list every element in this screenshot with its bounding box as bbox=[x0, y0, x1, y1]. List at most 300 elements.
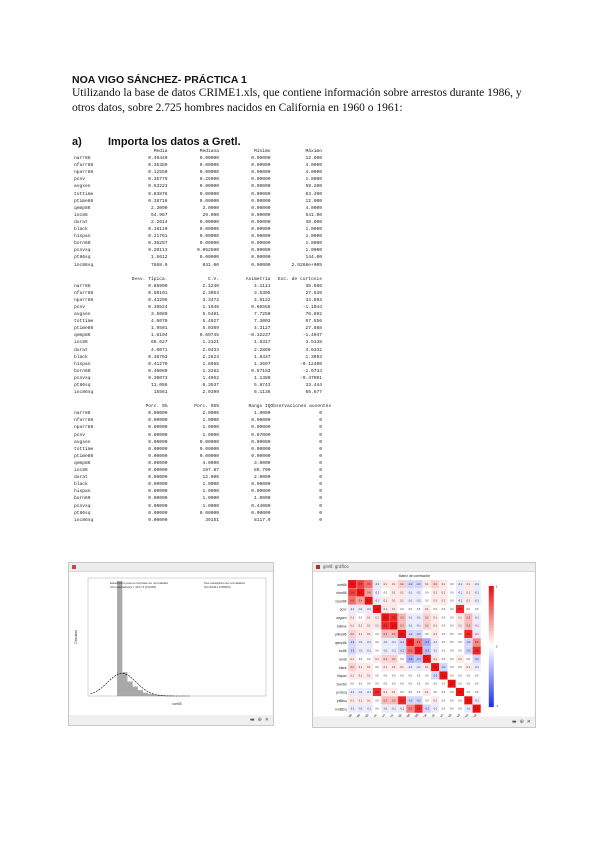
stats-variable-name: nfarr86 bbox=[74, 290, 94, 296]
stats-value: 7668.9 bbox=[150, 262, 168, 268]
stats-value: 0.36257 bbox=[148, 241, 168, 247]
stats-value: 2.2614 bbox=[150, 219, 168, 225]
stats-row bbox=[74, 176, 322, 183]
stats-variable-name: inc86 bbox=[74, 468, 88, 474]
colorbar-step bbox=[489, 646, 494, 649]
stats-variable-name: nfarr86 bbox=[74, 163, 94, 169]
stats-variable-name: pcnv bbox=[74, 304, 86, 310]
stats-value: 1.0000 bbox=[253, 411, 271, 417]
stats-value: 2.0399 bbox=[202, 390, 219, 396]
stats-column-header: Porc. 5% bbox=[145, 404, 168, 410]
heatmap-cell-value: -0.1 bbox=[366, 608, 371, 612]
stats-row bbox=[74, 375, 322, 382]
stats-value: 35.666 bbox=[305, 283, 322, 289]
stats-row bbox=[74, 169, 322, 176]
stats-row bbox=[74, 368, 322, 375]
stats-value: 1.6317 bbox=[253, 340, 271, 346]
stats-variable-name: inc86 bbox=[74, 340, 88, 346]
heatmap-cell-value: 0.0 bbox=[441, 691, 446, 695]
stats-row bbox=[74, 439, 322, 446]
stats-value: 0.00000 bbox=[148, 496, 168, 502]
stats-value: 0.48080 bbox=[148, 368, 168, 374]
heatmap-cell-value: -0.2 bbox=[350, 649, 355, 653]
stats-value: 0.00000 bbox=[148, 489, 168, 495]
heatmap-cell-value: -0.1 bbox=[474, 666, 479, 670]
legend-entry: Test estadístico de normalidad bbox=[204, 581, 245, 585]
colorbar-step bbox=[489, 686, 494, 689]
heatmap-cell-value: 0.0 bbox=[450, 699, 454, 703]
heatmap-cell-value: -0.1 bbox=[358, 691, 363, 695]
heatmap-cell-value: 0.1 bbox=[391, 583, 396, 587]
heatmap-cell-value: -0.1 bbox=[408, 616, 413, 620]
stats-value: 0.00000 bbox=[251, 439, 271, 445]
stats-value: 67.556 bbox=[305, 319, 322, 325]
stats-value: 39151 bbox=[205, 517, 219, 523]
stats-row bbox=[74, 240, 322, 247]
colorbar-step bbox=[489, 674, 494, 677]
stats-variable-name: black bbox=[74, 354, 88, 360]
stats-variable-name: ptime86 bbox=[74, 453, 94, 459]
heatmap-cell-value: -0.1 bbox=[416, 591, 421, 595]
stats-row bbox=[74, 219, 322, 226]
stats-row bbox=[74, 382, 322, 389]
stats-row bbox=[74, 233, 322, 240]
heatmap-cell-value: 1.0 bbox=[391, 624, 396, 628]
stats-value: 3.0000 bbox=[202, 205, 219, 211]
stats-value: 0.00000 bbox=[199, 184, 219, 190]
stats-value: 0.00000 bbox=[148, 517, 168, 523]
stats-value: 1.0000 bbox=[305, 248, 322, 254]
heatmap-cell-value: -0.2 bbox=[399, 641, 405, 645]
heatmap-cell-value: -0.1 bbox=[383, 707, 388, 711]
colorbar-step bbox=[489, 658, 494, 661]
stats-variable-name: hispan bbox=[74, 361, 91, 367]
stats-variable-name: pcnv bbox=[74, 432, 86, 438]
heatmap-title: Matriz de correlación bbox=[398, 574, 431, 578]
stats-column-header: Asimetría bbox=[245, 276, 271, 282]
stats-value: 0.062500 bbox=[196, 248, 219, 254]
stats-row bbox=[74, 162, 322, 169]
stats-value: 0.83878 bbox=[148, 191, 168, 197]
stats-value: -1.4947 bbox=[302, 333, 322, 339]
heatmap-cell-value: 0.0 bbox=[450, 608, 454, 612]
heatmap-row-label: pcnv bbox=[339, 607, 347, 612]
colorbar-step bbox=[489, 640, 494, 643]
heatmap-cell-value: 0.2 bbox=[433, 583, 437, 587]
heatmap-cell-value: 0.0 bbox=[441, 682, 446, 686]
heatmap-cell-value: -0.2 bbox=[408, 632, 413, 636]
stats-value: 34.693 bbox=[305, 297, 322, 303]
stats-value: 1.8965 bbox=[202, 361, 219, 367]
heatmap-cell-value: 0.0 bbox=[367, 682, 371, 686]
heatmap-cell-value: 0.1 bbox=[466, 666, 471, 670]
stats-variable-name: tottime bbox=[74, 446, 94, 452]
heatmap-cell-value: 0.0 bbox=[425, 699, 429, 703]
heatmap-cell-value: 1.0 bbox=[458, 691, 462, 695]
stats-value: 3.3472 bbox=[202, 297, 219, 303]
heatmap-cell-value: 1.0 bbox=[358, 591, 363, 595]
close-icon[interactable]: ✕ bbox=[526, 719, 531, 725]
heatmap-row-label: ptime86 bbox=[335, 632, 347, 637]
heatmap-cell-value: 0.0 bbox=[441, 616, 446, 620]
stats-value: 2.3090 bbox=[150, 205, 168, 211]
stats-value: 0.00000 bbox=[199, 234, 219, 240]
heatmap-cell-value: 0.0 bbox=[408, 608, 412, 612]
stats-value: 0.85900 bbox=[148, 283, 168, 289]
heatmap-cell-value: 0.0 bbox=[375, 674, 379, 678]
heatmap-cell-value: 0.6 bbox=[408, 649, 412, 653]
stats-value: 1.0000 bbox=[202, 425, 219, 431]
close-icon[interactable]: ✕ bbox=[264, 717, 269, 723]
legend-entry: Chi-cuadrado(2) = 4417.6 [0.0000] bbox=[110, 585, 156, 589]
colorbar-step bbox=[489, 595, 494, 598]
colorbar-step bbox=[489, 637, 494, 640]
stats-value: 7.3003 bbox=[253, 319, 271, 325]
stats-row bbox=[74, 347, 322, 354]
stats-value: 1.0000 bbox=[305, 177, 322, 183]
colorbar-step bbox=[489, 704, 494, 707]
stats-value: 144.00 bbox=[305, 255, 322, 261]
heatmap-cell-value: 0.1 bbox=[375, 616, 379, 620]
heatmap-cell-value: 0.0 bbox=[450, 624, 454, 628]
stats-value: 0.41270 bbox=[148, 361, 168, 367]
stats-value: 0.00000 bbox=[251, 163, 271, 169]
colorbar-step bbox=[489, 649, 494, 652]
stats-value: 6.3537 bbox=[202, 383, 219, 388]
stats-row bbox=[74, 510, 322, 517]
heatmap-cell-value: 0.3 bbox=[400, 624, 404, 628]
colorbar-step bbox=[489, 698, 494, 701]
heatmap-cell-value: 0.0 bbox=[350, 682, 354, 686]
heatmap-cell-value: 0.1 bbox=[433, 699, 437, 703]
heatmap-cell-value: 0.1 bbox=[367, 674, 371, 678]
stats-value: 0.00000 bbox=[251, 248, 271, 254]
stats-row bbox=[74, 446, 322, 453]
heatmap-cell-value: -0.1 bbox=[350, 707, 355, 711]
stats-variable-name: pcnvsq bbox=[74, 375, 91, 381]
stats-header-blank bbox=[74, 148, 116, 155]
stats-value: 3.5080 bbox=[150, 312, 168, 318]
heatmap-cell-value: 0.0 bbox=[367, 657, 371, 661]
stats-value: 0.35779 bbox=[148, 177, 168, 183]
heatmap-cell-value: 0.1 bbox=[383, 608, 388, 612]
heatmap-cell-value: 0.0 bbox=[400, 682, 404, 686]
heatmap-cell-value: 0.1 bbox=[458, 616, 462, 620]
heatmap-cell-value: 0.1 bbox=[433, 599, 437, 603]
stats-value: 0 bbox=[319, 489, 322, 495]
stats-value: 0.67000 bbox=[251, 432, 271, 438]
menu-icon[interactable]: ▬ bbox=[249, 717, 255, 723]
heatmap-cell-value: 1.0 bbox=[367, 599, 371, 603]
heatmap-cell-value: 0.3 bbox=[391, 699, 396, 703]
colorbar-step bbox=[489, 622, 494, 625]
heatmap-cell-value: 0.9 bbox=[375, 691, 379, 695]
stats-row bbox=[74, 424, 322, 431]
colorbar-tick: 1 bbox=[495, 584, 498, 589]
heatmap-cell-value: 0.1 bbox=[383, 583, 388, 587]
heatmap-row-label: durat bbox=[339, 657, 347, 662]
stats-row bbox=[74, 488, 322, 495]
stats-value: 0.39524 bbox=[148, 304, 168, 310]
colorbar-step bbox=[489, 652, 494, 655]
heatmap-row-label: black bbox=[339, 665, 347, 670]
stats-variable-name: nparr86 bbox=[74, 297, 94, 303]
stats-value: 0 bbox=[319, 475, 322, 481]
heatmap-cell-value: -0.1 bbox=[358, 641, 363, 645]
stats-variable-name: narr86 bbox=[74, 156, 91, 162]
stats-value: 1.0000 bbox=[305, 234, 322, 240]
heatmap-cell-value: 0.1 bbox=[350, 674, 354, 678]
heatmap-cell-value: -0.2 bbox=[416, 583, 421, 587]
heatmap-cell-value: -0.1 bbox=[383, 649, 388, 653]
stats-variable-name: inc86sq bbox=[74, 262, 94, 268]
heatmap-cell-value: -0.4 bbox=[424, 641, 429, 645]
stats-value: 33.444 bbox=[305, 383, 322, 388]
heatmap-window bbox=[312, 562, 536, 728]
stats-value: 0.00000 bbox=[148, 411, 168, 417]
stats-column-header: Porc. 95% bbox=[194, 404, 219, 410]
heatmap-cell-value: 0.1 bbox=[441, 583, 446, 587]
heatmap-cell-value: 0.1 bbox=[400, 591, 404, 595]
histogram-bar bbox=[138, 690, 143, 696]
heatmap-cell-value: -0.1 bbox=[366, 707, 371, 711]
stats-value: 0.00000 bbox=[148, 503, 168, 509]
stats-value: 0 bbox=[319, 496, 322, 502]
stats-variable-name: durat bbox=[74, 219, 88, 225]
heatmap-row-label: nparr86 bbox=[335, 599, 347, 604]
stats-variable-name: narr86 bbox=[74, 283, 91, 289]
heatmap-cell-value: 0.0 bbox=[383, 674, 388, 678]
heatmap-cell-value: -0.1 bbox=[457, 583, 463, 587]
stats-value: 0.00000 bbox=[199, 170, 219, 176]
heatmap-cell-value: 0.1 bbox=[358, 674, 363, 678]
heatmap-cell-value: 0.0 bbox=[458, 641, 462, 645]
stats-variable-name: qemp86 bbox=[74, 460, 91, 466]
stats-value: 1.3697 bbox=[253, 361, 271, 367]
histogram-bar bbox=[117, 581, 122, 696]
zoom-icon[interactable]: ⊕ bbox=[519, 719, 524, 725]
heatmap-cell-value: 0.0 bbox=[441, 632, 446, 636]
stats-value: 0.16110 bbox=[148, 227, 168, 233]
stats-value: 0.00000 bbox=[251, 227, 271, 233]
colorbar-step bbox=[489, 589, 494, 592]
heatmap-cell-value: 0.1 bbox=[367, 616, 371, 620]
stats-row bbox=[74, 517, 322, 524]
heatmap-cell-value: 0.0 bbox=[375, 666, 379, 670]
colorbar-step bbox=[489, 695, 494, 698]
stats-value: 5.4927 bbox=[202, 319, 219, 325]
stats-value: 1.6104 bbox=[150, 333, 168, 339]
stats-row bbox=[74, 290, 322, 297]
heatmap-cell-value: 0.0 bbox=[474, 608, 479, 612]
stats-row bbox=[74, 481, 322, 488]
heatmap-cell-value: 0.1 bbox=[433, 616, 437, 620]
stats-value: 0.30073 bbox=[148, 375, 168, 381]
heatmap-cell-value: 0.2 bbox=[400, 583, 404, 587]
stats-variable-name: pcnv bbox=[74, 177, 86, 183]
heatmap-cell-value: 0.0 bbox=[458, 674, 462, 678]
heatmap-cell-value: -0.2 bbox=[474, 657, 479, 661]
heatmap-cell-value: 0.1 bbox=[383, 666, 388, 670]
heatmap-cell-value: 0.0 bbox=[450, 707, 454, 711]
heatmap-cell-value: 0.9 bbox=[474, 649, 479, 653]
histogram-bar bbox=[133, 687, 138, 696]
stats-value: 1.5612 bbox=[150, 255, 168, 261]
stats-value: 0.38716 bbox=[148, 198, 168, 204]
heatmap-cell-value: 0.1 bbox=[383, 691, 388, 695]
stats-variable-name: ptime86 bbox=[74, 198, 94, 204]
heatmap-cell-value: -0.1 bbox=[350, 691, 355, 695]
stats-value: 0.00000 bbox=[251, 198, 271, 204]
stats-value: 0.00000 bbox=[251, 453, 271, 459]
stats-value: 2.0000 bbox=[202, 411, 219, 417]
heatmap-row-label: nfarr86 bbox=[336, 591, 347, 596]
stats-variable-name: durat bbox=[74, 475, 88, 481]
heatmap-cell-value: -0.2 bbox=[350, 641, 355, 645]
heatmap-cell-value: 0.0 bbox=[375, 699, 379, 703]
stats-value: 38.000 bbox=[305, 219, 322, 225]
heatmap-cell-value: -0.1 bbox=[358, 608, 363, 612]
stats-value: 12.000 bbox=[305, 156, 322, 162]
stats-variable-name: durat bbox=[74, 347, 88, 353]
stats-value: 1.3262 bbox=[202, 368, 219, 374]
heatmap-cell-value: 1.0 bbox=[375, 608, 379, 612]
stats-variable-name: nfarr86 bbox=[74, 418, 94, 424]
stats-value: 0.00000 bbox=[251, 241, 271, 247]
heatmap-cell-value: 0.0 bbox=[458, 632, 462, 636]
heatmap-cell-value: 0.1 bbox=[391, 599, 396, 603]
stats-row bbox=[74, 410, 322, 417]
colorbar-tick: 0 bbox=[495, 644, 498, 649]
stats-value: 0.00000 bbox=[148, 418, 168, 424]
stats-row bbox=[74, 503, 322, 510]
stats-variable-name: inc86sq bbox=[74, 517, 94, 523]
heatmap-cell-value: 0.2 bbox=[425, 624, 429, 628]
gretl-graph-icon bbox=[72, 565, 76, 569]
heatmap-cell-value: 1.0 bbox=[408, 641, 412, 645]
stats-variable-name: narr86 bbox=[74, 411, 91, 417]
histogram-bar bbox=[148, 694, 153, 696]
heatmap-cell-value: 0.0 bbox=[425, 682, 429, 686]
heatmap-cell-value: 1.0 bbox=[466, 699, 471, 703]
stats-value: 0.00000 bbox=[199, 439, 219, 445]
menu-icon[interactable]: ▬ bbox=[511, 719, 517, 725]
stats-value: 0.00000 bbox=[251, 234, 271, 240]
heatmap-cell-value: 0.1 bbox=[375, 657, 379, 661]
stats-row bbox=[74, 354, 322, 361]
heatmap-cell-value: 0.2 bbox=[350, 632, 354, 636]
stats-value: 1.4952 bbox=[202, 375, 219, 381]
heatmap-cell-value: 0.0 bbox=[441, 624, 446, 628]
stats-column-header: Observaciones ausentes bbox=[270, 404, 332, 410]
heatmap-cell-value: 0.3 bbox=[383, 699, 388, 703]
heatmap-cell-value: 0.1 bbox=[358, 632, 363, 636]
heatmap-cell-value: 0.1 bbox=[367, 624, 371, 628]
heatmap-titlebar bbox=[313, 563, 535, 572]
heatmap-cell-value: 0.1 bbox=[425, 608, 429, 612]
stats-value: 0.63223 bbox=[148, 184, 168, 190]
stats-value: 59.200 bbox=[305, 184, 322, 190]
heatmap-cell-value: 0.1 bbox=[350, 616, 354, 620]
stats-column-header: Mínimo bbox=[253, 149, 271, 154]
heatmap-cell-value: 0.1 bbox=[466, 591, 471, 595]
colorbar-step bbox=[489, 631, 494, 634]
colorbar-step bbox=[489, 628, 494, 631]
heatmap-row-label: hispan bbox=[337, 674, 347, 679]
heatmap-cell-value: -0.1 bbox=[350, 608, 355, 612]
heatmap-row-label: avgsen bbox=[336, 616, 347, 621]
heatmap-cell-value: 0.0 bbox=[400, 691, 404, 695]
stats-value: 0.00000 bbox=[199, 241, 219, 247]
stats-variable-name: avgsen bbox=[74, 439, 91, 445]
heatmap-cell-value: 0.5 bbox=[474, 641, 479, 645]
stats-row bbox=[74, 198, 322, 205]
stats-value: 1.0000 bbox=[202, 432, 219, 438]
heatmap-cell-value: 1.0 bbox=[441, 674, 446, 678]
heatmap-cell-value: 0.0 bbox=[375, 682, 379, 686]
heatmap-cell-value: 0.3 bbox=[391, 632, 396, 636]
heatmap-cell-value: -0.2 bbox=[399, 649, 405, 653]
stats-block-2 bbox=[74, 276, 322, 397]
heatmap-cell-value: 0.9 bbox=[383, 624, 388, 628]
stats-value: 1.0000 bbox=[305, 241, 322, 247]
heatmap-cell-value: 0.9 bbox=[400, 699, 404, 703]
heatmap-cell-value: 0.6 bbox=[416, 641, 421, 645]
heatmap-cell-value: 0.0 bbox=[358, 616, 363, 620]
colorbar-tick: -1 bbox=[495, 703, 499, 708]
heatmap-cell-value: 0.0 bbox=[466, 682, 471, 686]
stats-row bbox=[74, 155, 322, 162]
stats-value: 8117.9 bbox=[253, 517, 271, 523]
stats-value: 3.5305 bbox=[253, 290, 271, 296]
colorbar-step bbox=[489, 668, 494, 671]
heatmap-cell-value: -0.1 bbox=[474, 624, 479, 628]
stats-value: 54.967 bbox=[150, 212, 168, 218]
heatmap-cell-value: 0.0 bbox=[458, 707, 462, 711]
heatmap-cell-value: 0.0 bbox=[450, 657, 454, 661]
heatmap-cell-value: 0.0 bbox=[425, 599, 429, 603]
heatmap-row-label: pt86sq bbox=[336, 699, 347, 704]
stats-row bbox=[74, 432, 322, 439]
stats-value: 0 bbox=[319, 453, 322, 459]
heatmap-cell-value: -0.2 bbox=[433, 674, 438, 678]
stats-variable-name: black bbox=[74, 227, 88, 233]
stats-row bbox=[74, 339, 322, 346]
heatmap-cell-value: 0.1 bbox=[350, 699, 354, 703]
heatmap-cell-value: 0.1 bbox=[466, 583, 471, 587]
colorbar-step bbox=[489, 701, 494, 704]
stats-row bbox=[74, 361, 322, 368]
stats-row bbox=[74, 460, 322, 467]
stats-value: 0.00000 bbox=[251, 418, 271, 424]
stats-row bbox=[74, 283, 322, 290]
stats-value: 0.66555 bbox=[251, 304, 271, 310]
stats-value: -1.1044 bbox=[302, 304, 322, 310]
heatmap-cell-value: 0.1 bbox=[358, 666, 363, 670]
heatmap-cell-value: 0.0 bbox=[458, 682, 462, 686]
stats-column-header: Máximo bbox=[305, 149, 322, 154]
heatmap-cell-value: -0.1 bbox=[391, 707, 396, 711]
stats-value: 1.0000 bbox=[253, 496, 271, 502]
stats-value: 27.539 bbox=[305, 290, 322, 296]
stats-value: 0.00000 bbox=[199, 219, 219, 225]
stats-value: 66.627 bbox=[150, 340, 168, 346]
stats-row bbox=[74, 297, 322, 304]
stats-value: 4.1111 bbox=[253, 283, 271, 289]
zoom-icon[interactable]: ⊕ bbox=[257, 717, 262, 723]
heatmap-cell-value: -0.1 bbox=[466, 707, 471, 711]
heatmap-cell-value: 0.0 bbox=[458, 699, 462, 703]
